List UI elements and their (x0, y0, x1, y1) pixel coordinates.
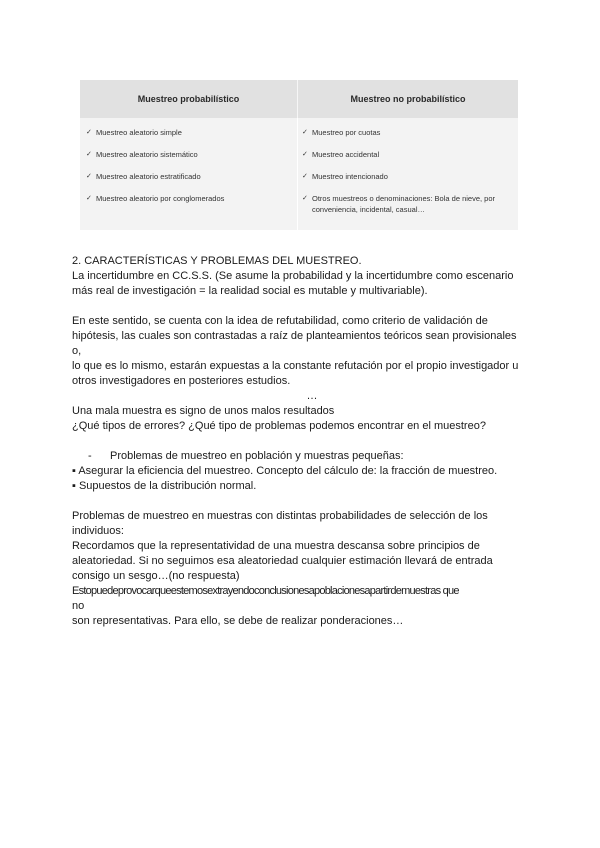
text-line: hipótesis, las cuales son contrastadas a raíz de planteamientos teóricos sean provisionales (72, 330, 517, 342)
text-line: Una mala muestra es signo de unos malos resultados (72, 405, 335, 417)
check-icon: ✓ (302, 129, 308, 136)
list-item: ✓ Muestreo aleatorio estratificado (86, 172, 201, 181)
check-icon: ✓ (302, 151, 308, 158)
check-icon: ✓ (86, 173, 92, 180)
text-line: Recordamos que la representatividad de una muestra descansa sobre principios de (72, 540, 480, 552)
bullet-item: ▪ Supuestos de la distribución normal. (72, 480, 257, 492)
non-probabilistic-list (298, 118, 518, 230)
check-icon: ✓ (302, 173, 308, 180)
check-icon: ✓ (302, 195, 308, 202)
text-line: individuos: (72, 525, 124, 537)
text-line: o, (72, 345, 82, 357)
sampling-types-table (80, 80, 518, 230)
probabilistic-list (80, 118, 298, 230)
list-item: ✓ Muestreo aleatorio sistemático (86, 150, 198, 159)
section-heading: 2. CARACTERÍSTICAS Y PROBLEMAS DEL MUESTREO. (72, 255, 362, 267)
check-icon: ✓ (86, 151, 92, 158)
text-line: Problemas de muestreo en muestras con distintas probabilidades de selección de los (72, 510, 488, 522)
text-line: otros investigadores en posteriores estudios. (72, 375, 291, 387)
bullet-item: ▪ Asegurar la eficiencia del muestreo. Concepto del cálculo de: la fracción de muestreo. (72, 465, 498, 477)
text-line: más real de investigación = la realidad social es mutable y multivariable). (72, 285, 428, 297)
text-line: Estopuedeprovocarqueestemosextrayendoconclusionesapoblacionesapartirdemuestras que (72, 585, 459, 597)
text-line: consigo un sesgo…(no respuesta) (72, 570, 240, 582)
list-item: ✓ Muestreo accidental (302, 150, 380, 159)
dash-marker: - (88, 450, 92, 462)
list-item: ✓ Muestreo intencionado (302, 172, 388, 181)
text-line: son representativas. Para ello, se debe de realizar ponderaciones… (72, 615, 404, 627)
list-item: ✓ Muestreo aleatorio por conglomerados (86, 194, 225, 203)
list-item: ✓ Muestreo aleatorio simple (86, 128, 182, 137)
ellipsis-separator: … (306, 390, 318, 402)
list-item: ✓ Otros muestreos o denominaciones: Bola de nieve, por conveniencia, incidental, casual… (302, 194, 496, 214)
check-icon: ✓ (86, 195, 92, 202)
text-line: ¿Qué tipos de errores? ¿Qué tipo de problemas podemos encontrar en el muestreo? (72, 420, 486, 432)
document-body (72, 254, 532, 629)
header-probabilistic: Muestreo probabilístico (80, 80, 298, 118)
text-line: En este sentido, se cuenta con la idea de refutabilidad, como criterio de validación de (72, 315, 488, 327)
list-item: ✓ Muestreo por cuotas (302, 128, 381, 137)
text-line: La incertidumbre en CC.S.S. (Se asume la probabilidad y la incertidumbre como escenario (72, 270, 514, 282)
text-line: aleatoriedad. Si no seguimos esa aleatoriedad cualquier estimación llevará de entrada (72, 555, 493, 567)
text-line: no (72, 600, 85, 612)
check-icon: ✓ (86, 129, 92, 136)
text-line: lo que es lo mismo, estarán expuestas a la constante refutación por el propio investigador u (72, 360, 519, 372)
dash-list-item: - Problemas de muestreo en población y muestras pequeñas: (88, 450, 404, 462)
header-non-probabilistic: Muestreo no probabilístico (298, 80, 518, 118)
